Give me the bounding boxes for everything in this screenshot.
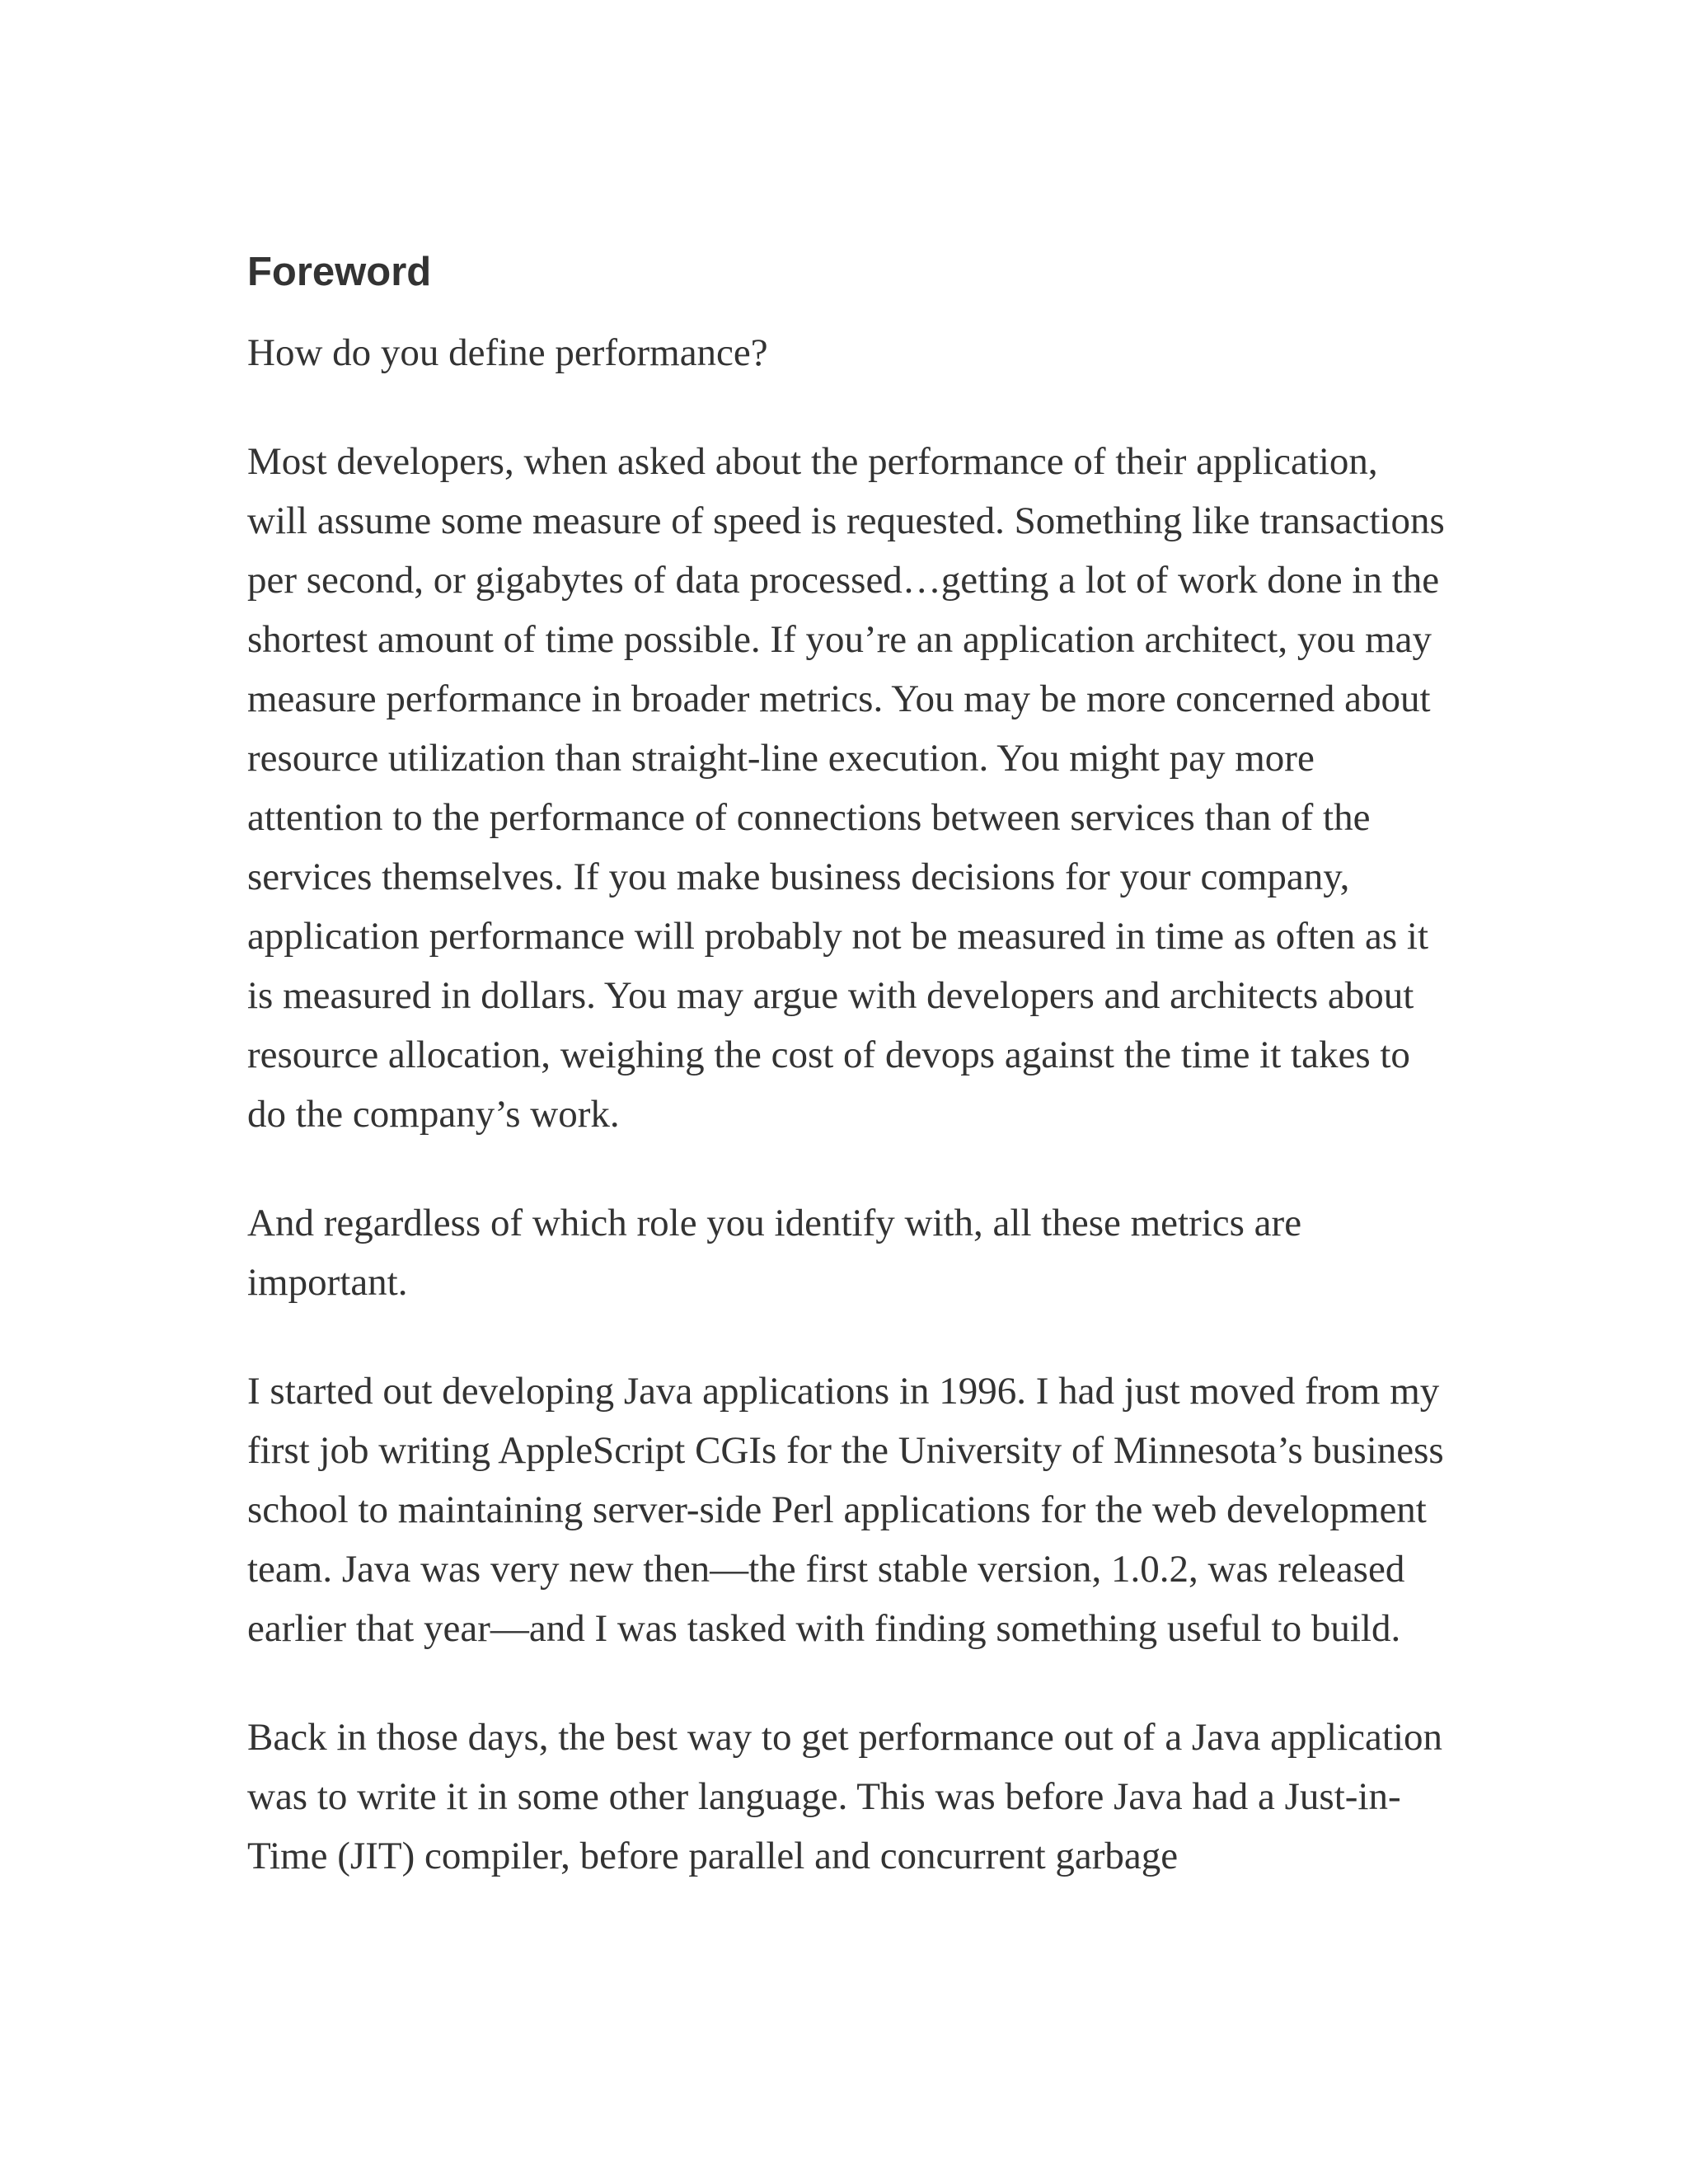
document-page — [247, 247, 1447, 1935]
paragraph: And regardless of which role you identify with, all these metrics are important. — [247, 1202, 1302, 1304]
page-title: Foreword — [247, 250, 432, 294]
paragraph: Most developers, when asked about the performance of their application, will assume some measure of speed is requested. Something like transactions per second, or gigabytes of data processed…getting a lot of work done in the shortest amount of time possible. If you’re an application architect, you may measure performance in broader metrics. You may be more concerned about resource utilization than straight-line execution. You might pay more attention to the performance of connections between services than of the services themselves. If you make business decisions for your company, application performance will probably not be measured in time as often as it is measured in dollars. You may argue with developers and architects about resource allocation, weighing the cost of devops against the time it takes to do the company’s work. — [247, 440, 1445, 1136]
paragraph: How do you define performance? — [247, 331, 768, 374]
paragraph: Back in those days, the best way to get performance out of a Java application was to write it in some other language. This was before Java had a Just-in-Time (JIT) compiler, before parallel and concurrent garbage — [247, 1716, 1443, 1877]
paragraph: I started out developing Java applications in 1996. I had just moved from my first job writing AppleScript CGIs for the University of Minnesota’s business school to maintaining server-side Perl applications for the web development team. Java was very new then—the first stable version, 1.0.2, was released earlier that year—and I was tasked with finding something useful to build. — [247, 1370, 1444, 1650]
